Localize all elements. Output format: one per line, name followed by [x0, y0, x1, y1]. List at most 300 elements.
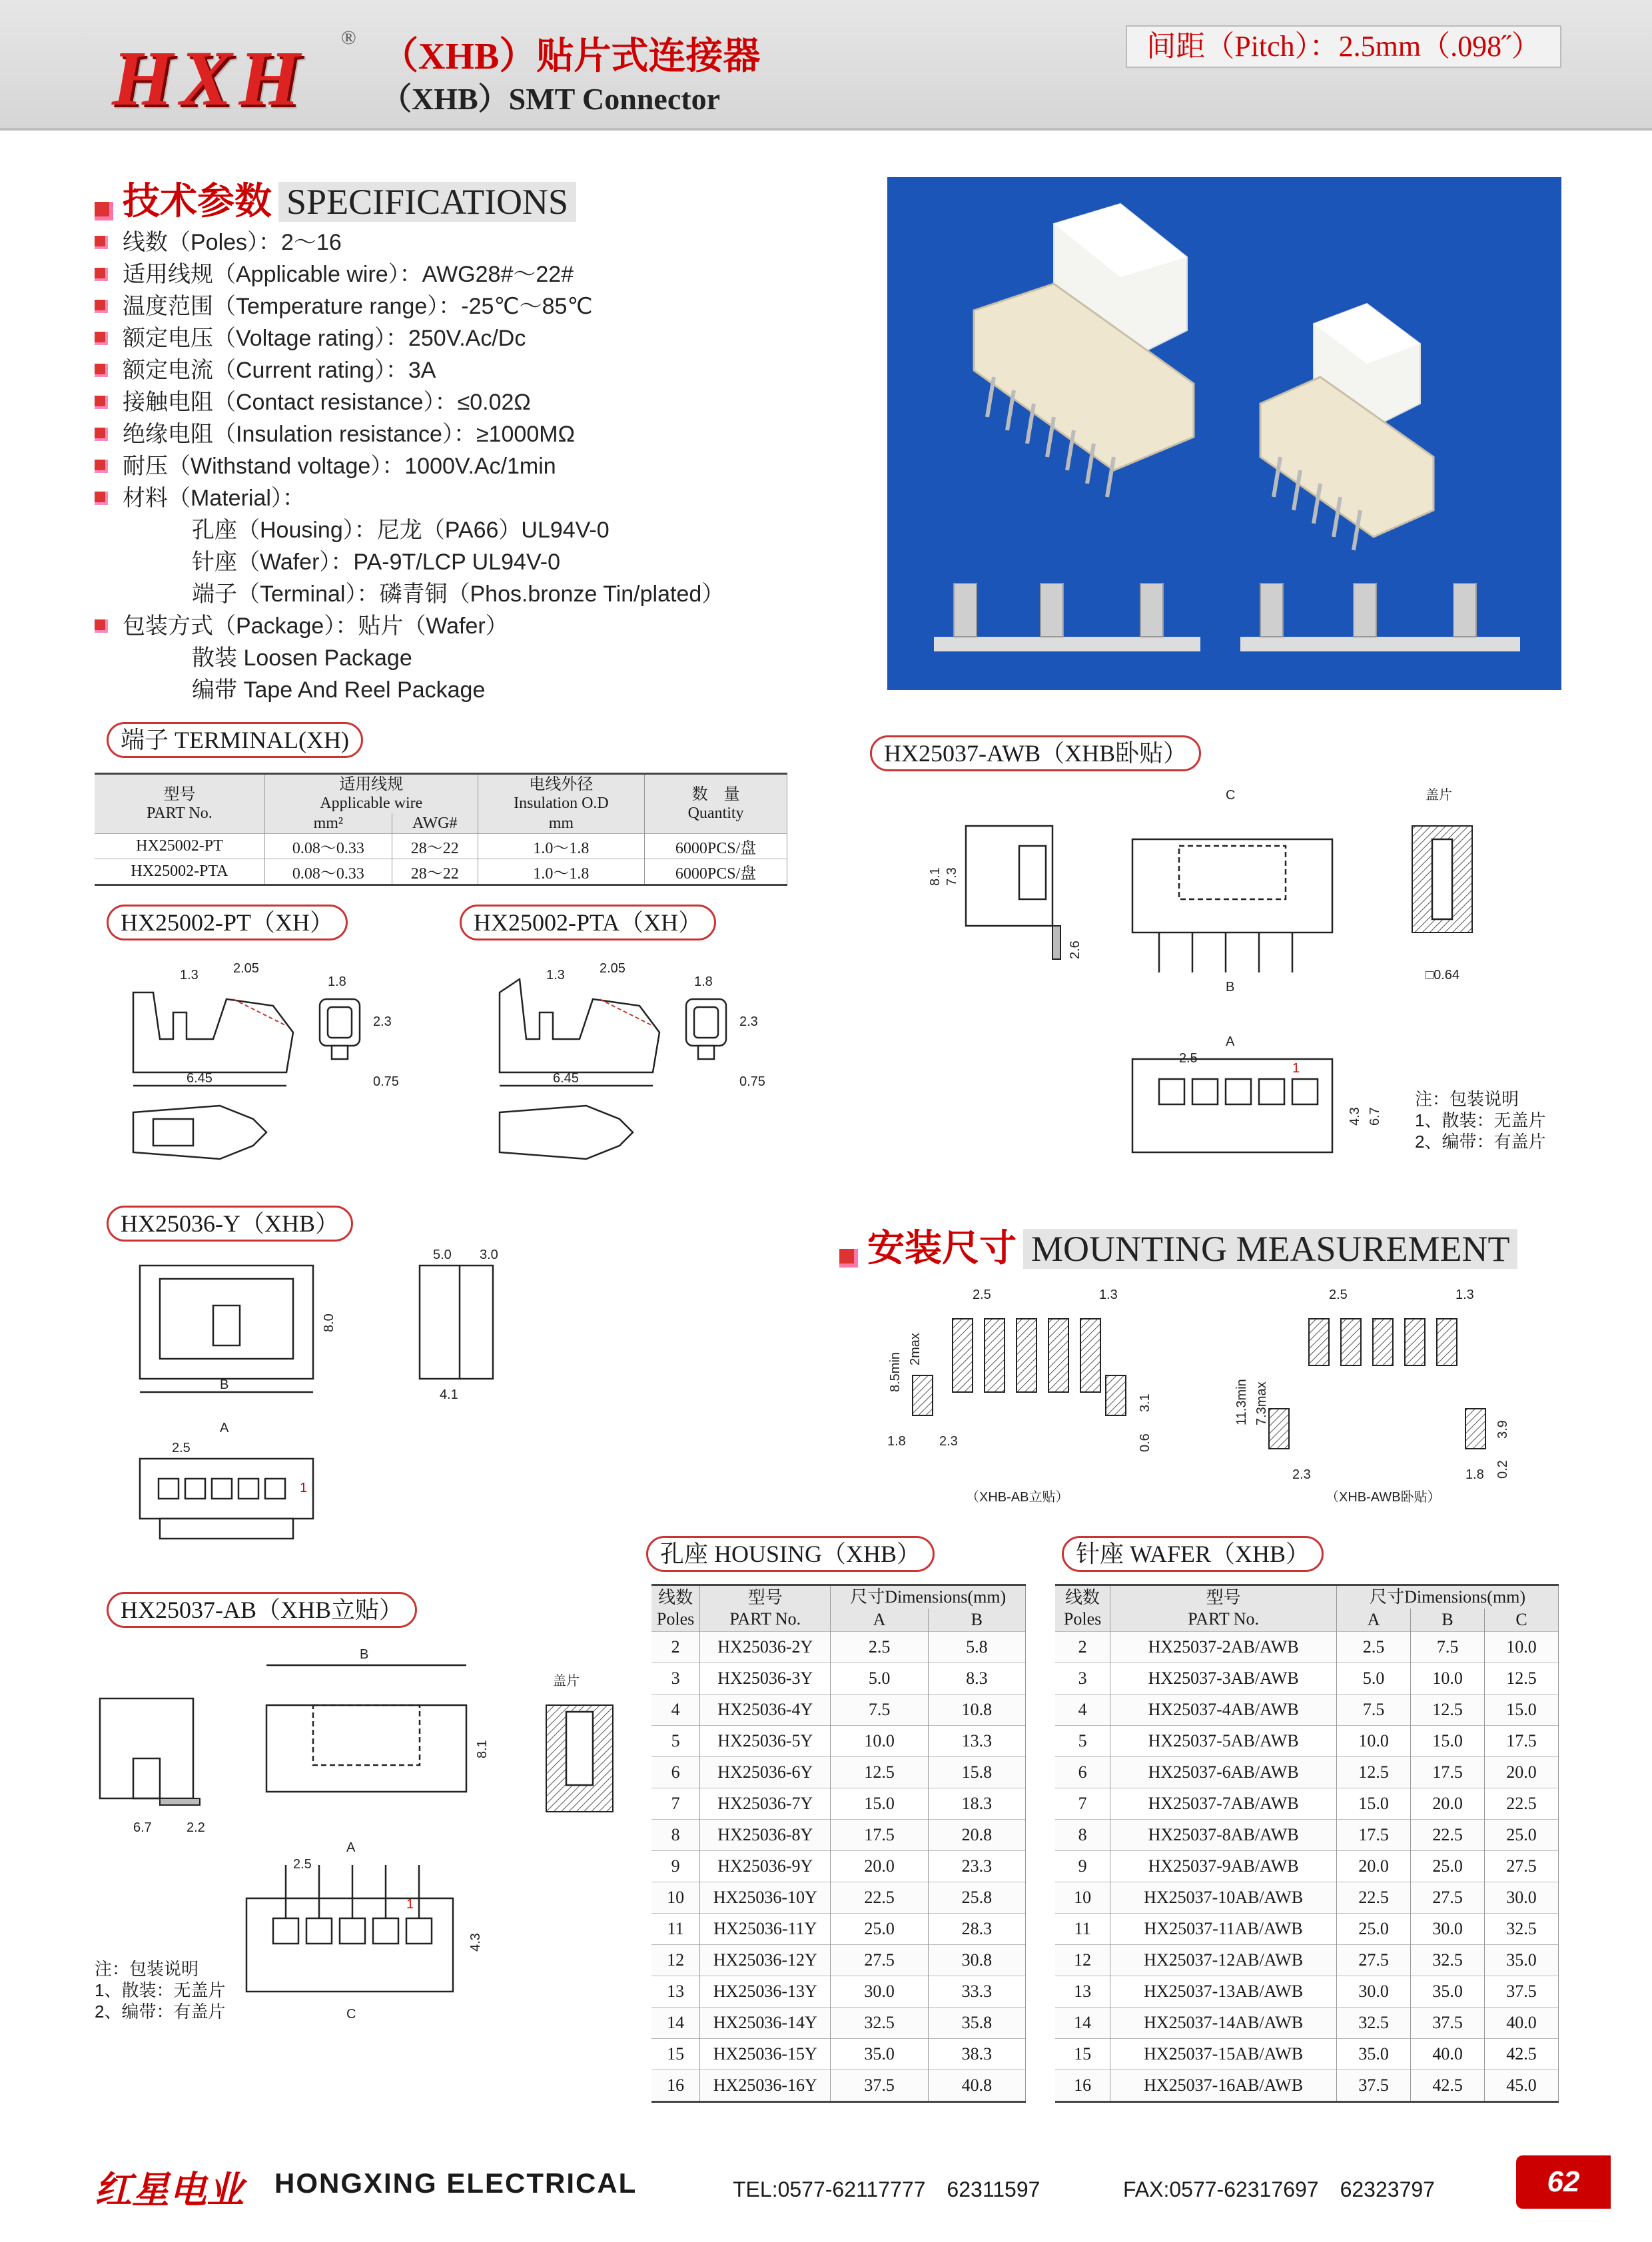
header-cell: 型号 [163, 786, 196, 803]
header-cell: Quantity [687, 805, 744, 822]
package-tape: 编带 Tape And Reel Package [192, 677, 486, 703]
table-row [651, 1914, 1026, 1945]
table-cell: 16 [1055, 2070, 1110, 2102]
dim-text: 2.3 [373, 1014, 392, 1029]
table-cell: 11 [651, 1914, 700, 1945]
page-number: 62 [1516, 2155, 1611, 2209]
dim-text: 1.8 [328, 974, 346, 989]
dim-text: 8.0 [322, 1313, 336, 1332]
table-cell: 28～22 [392, 859, 478, 885]
spec-heading-cn: 技术参数 [123, 181, 272, 222]
dim-text: 0.75 [373, 1074, 399, 1089]
table-cell: HX25037-2AB/AWB [1110, 1632, 1337, 1663]
table-cell: 12.5 [1411, 1694, 1485, 1726]
spec-text: 包装方式（Package）：贴片（Wafer） [123, 613, 508, 639]
bullet-icon [95, 460, 108, 473]
dim-text: 3.1 [1138, 1393, 1152, 1412]
dim-text: 2.5 [1329, 1288, 1348, 1302]
table-cell: HX25037-16AB/AWB [1110, 2070, 1337, 2102]
table-cell: 7 [651, 1788, 700, 1820]
table-cell: HX25037-6AB/AWB [1110, 1757, 1337, 1788]
material-wafer: 针座（Wafer）：PA-9T/LCP UL94V-0 [192, 550, 560, 575]
registered-mark: ® [341, 27, 356, 49]
table-row [1055, 1694, 1559, 1726]
header-cell: 型号 [747, 1588, 783, 1607]
spec-item [95, 322, 724, 354]
table-cell: 12.5 [1485, 1663, 1559, 1694]
table-cell: 9 [651, 1851, 700, 1882]
col-part [700, 1585, 831, 1632]
table-cell: 7 [1055, 1788, 1110, 1820]
pta-label: HX25002-PTA（XH） [460, 905, 716, 940]
table-cell: 17.5 [1485, 1726, 1559, 1757]
dim-text: C [1226, 788, 1236, 803]
spec-item [95, 482, 724, 514]
table-cell: 15 [651, 2039, 700, 2070]
table-row [651, 1820, 1026, 1851]
col-part [1110, 1585, 1337, 1632]
dim-text: 8.1 [475, 1740, 490, 1758]
header-cell: 型号 [1206, 1588, 1241, 1607]
note-line: 注：包装说明 [1415, 1089, 1519, 1109]
table-cell: 5.0 [1337, 1663, 1411, 1694]
dim-text: A [346, 1840, 356, 1855]
wafer-table [1055, 1584, 1559, 2103]
table-cell: 0.08～0.33 [264, 859, 392, 885]
table-cell: HX25037-4AB/AWB [1110, 1694, 1337, 1726]
table-cell: 35.0 [831, 2039, 928, 2070]
table-cell: 10.0 [1337, 1726, 1411, 1757]
dim-text: 2.5 [973, 1288, 991, 1302]
bullet-icon [95, 300, 108, 313]
table-cell: 15.8 [928, 1757, 1025, 1788]
bullet-icon [95, 396, 108, 409]
mounting-heading-cn: 安装尺寸 [867, 1228, 1017, 1270]
table-cell: 42.5 [1485, 2039, 1559, 2070]
dim-text: 0.6 [1138, 1433, 1152, 1452]
table-row [1055, 1820, 1559, 1851]
table-cell: 17.5 [1411, 1757, 1485, 1788]
header-cell: B [1411, 1609, 1485, 1632]
table-cell: 32.5 [1485, 1914, 1559, 1945]
table-cell: 3 [1055, 1663, 1110, 1694]
header-cell: Applicable wire [320, 795, 423, 812]
col-poles [651, 1585, 700, 1632]
table-cell: 38.3 [928, 2039, 1025, 2070]
bullet-icon [95, 268, 108, 281]
dim-text: 1.8 [1465, 1467, 1484, 1482]
table-row [651, 1632, 1026, 1663]
spec-list [95, 226, 724, 706]
dim-text: 0.75 [739, 1074, 765, 1089]
table-row [1055, 1882, 1559, 1914]
table-cell: 25.0 [831, 1914, 928, 1945]
wafer-ab-label: HX25037-AB（XHB立贴） [107, 1592, 417, 1628]
table-cell: 28.3 [928, 1914, 1025, 1945]
col-poles [1055, 1585, 1110, 1632]
table-row [651, 1757, 1026, 1788]
table-row [651, 1945, 1026, 1976]
spec-text: 材料（Material）： [123, 486, 305, 511]
table-cell: 25.0 [1411, 1851, 1485, 1882]
table-cell: 20.0 [831, 1851, 928, 1882]
housing-y-drawing [120, 1239, 573, 1559]
dim-text: 6.45 [187, 1071, 212, 1086]
caption-ab: （XHB-AB立贴） [966, 1490, 1069, 1505]
table-cell: 35.0 [1337, 2039, 1411, 2070]
table-cell: HX25036-5Y [700, 1726, 831, 1757]
table-cell: HX25037-13AB/AWB [1110, 1976, 1337, 2008]
table-cell: 22.5 [831, 1882, 928, 1914]
table-cell: 30.0 [1411, 1914, 1485, 1945]
dim-text: 2.5 [293, 1857, 312, 1872]
bullet-icon [95, 364, 108, 377]
table-cell: 9 [1055, 1851, 1110, 1882]
table-cell: 7.5 [1411, 1632, 1485, 1663]
dim-text: A [1226, 1034, 1235, 1049]
mounting-drawing [866, 1279, 1559, 1519]
wafer-table-label: 针座 WAFER（XHB） [1062, 1536, 1324, 1572]
table-cell: 37.5 [1411, 2008, 1485, 2039]
pitch-label: 间距（Pitch）：2.5mm（.098˝） [1126, 25, 1561, 68]
table-cell: 22.5 [1337, 1882, 1411, 1914]
table-row [1055, 1976, 1559, 2008]
table-cell: 8 [1055, 1820, 1110, 1851]
pin1-mark: 1 [300, 1481, 308, 1495]
dim-text: 7.3max [1254, 1381, 1269, 1425]
header-cell: 适用线规 [339, 776, 404, 793]
spec-text: 额定电流（Current rating）：3A [123, 358, 436, 383]
table-cell: HX25037-12AB/AWB [1110, 1945, 1337, 1976]
table-cell: 32.5 [1337, 2008, 1411, 2039]
spec-text: 绝缘电阻（Insulation resistance）：≥1000MΩ [123, 422, 575, 447]
table-cell: 5 [1055, 1726, 1110, 1757]
header-cell: A [831, 1609, 928, 1632]
table-cell: 16 [651, 2070, 700, 2102]
material-terminal: 端子（Terminal）：磷青铜（Phos.bronze Tin/plated） [192, 581, 725, 607]
table-cell: HX25037-14AB/AWB [1110, 2008, 1337, 2039]
header-cell: mm [478, 813, 644, 834]
dim-text: 3.0 [480, 1248, 498, 1262]
table-cell: 32.5 [1411, 1945, 1485, 1976]
bullet-icon [95, 428, 108, 441]
table-row [1055, 1757, 1559, 1788]
note-line: 2、编带：有盖片 [1415, 1132, 1546, 1152]
header-cell: PART No. [147, 805, 212, 822]
table-row [651, 1663, 1026, 1694]
header-cell: Insulation O.D [514, 795, 609, 812]
note-line: 2、编带：有盖片 [95, 2002, 226, 2022]
pin1-mark: 1 [1292, 1061, 1300, 1076]
table-cell: HX25036-6Y [700, 1757, 831, 1788]
table-cell: 27.5 [1411, 1882, 1485, 1914]
terminal-label: 端子 TERMINAL(XH) [107, 722, 363, 758]
table-cell: 30.0 [1485, 1882, 1559, 1914]
dim-text: 2.2 [187, 1820, 205, 1835]
table-cell: 30.0 [831, 1976, 928, 2008]
spec-heading-en: SPECIFICATIONS [278, 182, 576, 222]
dim-text: B [1226, 980, 1235, 994]
footer-fax: FAX:0577-62317697 62323797 [1123, 2177, 1435, 2201]
dim-text: 4.3 [1348, 1107, 1362, 1126]
dim-text: 4.3 [468, 1933, 483, 1952]
dim-text: 2max [908, 1333, 923, 1365]
bullet-icon [95, 332, 108, 345]
table-cell: HX25036-8Y [700, 1820, 831, 1851]
dim-text: B [360, 1647, 369, 1662]
dim-text: 1.8 [694, 974, 713, 989]
dim-text: 6.45 [553, 1071, 579, 1086]
product-photo [887, 177, 1561, 690]
ab-note [95, 1958, 225, 2022]
spec-item [95, 226, 724, 258]
table-cell: 1.0～1.8 [478, 859, 644, 885]
table-cell: 17.5 [1337, 1820, 1411, 1851]
table-cell: 15.0 [1411, 1726, 1485, 1757]
table-cell: 27.5 [1485, 1851, 1559, 1882]
footer-brand-cn: 红星电业 [95, 2170, 244, 2211]
table-cell: 10.0 [831, 1726, 928, 1757]
table-cell: 32.5 [831, 2008, 928, 2039]
table-cell: 6 [651, 1757, 700, 1788]
table-cell: HX25036-7Y [700, 1788, 831, 1820]
dim-text: 8.1 [928, 867, 943, 886]
table-cell: 10 [651, 1882, 700, 1914]
table-cell: HX25036-9Y [700, 1851, 831, 1882]
bullet-icon [95, 492, 108, 505]
table-row [1055, 2039, 1559, 2070]
table-cell: 45.0 [1485, 2070, 1559, 2102]
table-cell: 2 [651, 1632, 700, 1663]
table-cell: 2.5 [831, 1632, 928, 1663]
header-cell: C [1485, 1609, 1559, 1632]
table-cell: HX25037-11AB/AWB [1110, 1914, 1337, 1945]
pta-drawing [486, 952, 779, 1192]
table-cell: HX25036-3Y [700, 1663, 831, 1694]
table-cell: HX25036-13Y [700, 1976, 831, 2008]
table-cell: HX25036-12Y [700, 1945, 831, 1976]
table-cell: 37.5 [1337, 2070, 1411, 2102]
header-cell: PART No. [729, 1609, 801, 1629]
bullet-square-icon [839, 1249, 858, 1268]
table-row [95, 859, 787, 885]
table-row [651, 1976, 1026, 2008]
table-cell: 7.5 [1337, 1694, 1411, 1726]
page-title-cn: （XHB）贴片式连接器 [381, 36, 761, 77]
dim-text: 6.7 [1368, 1107, 1382, 1126]
bullet-icon [95, 619, 108, 633]
dim-text: 2.05 [233, 961, 259, 976]
table-cell: 23.3 [928, 1851, 1025, 1882]
table-cell: HX25002-PT [95, 834, 264, 859]
table-row [651, 1882, 1026, 1914]
table-cell: 18.3 [928, 1788, 1025, 1820]
table-row [1055, 1945, 1559, 1976]
table-cell: 2 [1055, 1632, 1110, 1663]
table-cell: 20.0 [1411, 1788, 1485, 1820]
spec-text: 温度范围（Temperature range）：-25℃～85℃ [123, 294, 593, 319]
table-header-row [95, 774, 787, 814]
spec-text: 耐压（Withstand voltage）：1000V.Ac/1min [123, 454, 556, 479]
dim-text: 2.6 [1068, 940, 1082, 959]
dim-text: 11.3min [1234, 1379, 1249, 1425]
table-row [95, 834, 787, 859]
terminal-table [95, 773, 787, 886]
table-cell: 25.0 [1485, 1820, 1559, 1851]
table-cell: 15 [1055, 2039, 1110, 2070]
dim-text: 2.3 [739, 1014, 758, 1029]
spec-text: 适用线规（Applicable wire）：AWG28#～22# [123, 262, 574, 287]
table-row [1055, 1663, 1559, 1694]
bullet-square-icon [95, 202, 113, 220]
col-dim: 尺寸Dimensions(mm) [831, 1585, 1026, 1609]
table-cell: 12.5 [1337, 1757, 1411, 1788]
spec-item [95, 290, 724, 322]
table-cell: 10.0 [1485, 1632, 1559, 1663]
table-cell: 30.0 [1337, 1976, 1411, 2008]
header-cell: Poles [1063, 1609, 1102, 1629]
table-row [651, 1694, 1026, 1726]
dim-text: 0.2 [1495, 1460, 1510, 1479]
table-row [1055, 1788, 1559, 1820]
dim-text: 盖片 [553, 1674, 580, 1688]
table-row [651, 2039, 1026, 2070]
table-cell: 5.0 [831, 1663, 928, 1694]
col-part [95, 774, 264, 834]
table-cell: HX25037-3AB/AWB [1110, 1663, 1337, 1694]
dim-text: C [346, 2007, 356, 2022]
dim-text: 3.9 [1495, 1420, 1510, 1439]
spec-text: 额定电压（Voltage rating）：250V.Ac/Dc [123, 326, 526, 351]
dim-text: 2.05 [600, 961, 625, 976]
bullet-icon [95, 236, 108, 249]
spec-item [95, 258, 724, 290]
table-row [651, 2008, 1026, 2039]
table-row [1055, 1914, 1559, 1945]
dim-text: 2.5 [1179, 1051, 1198, 1066]
col-qty [645, 774, 787, 834]
spec-text: 线数（Poles）：2～16 [123, 230, 342, 255]
spec-item [95, 386, 724, 418]
table-row [1055, 2008, 1559, 2039]
table-cell: 10.0 [1411, 1663, 1485, 1694]
table-cell: 22.5 [1485, 1788, 1559, 1820]
spec-item [95, 418, 724, 450]
dim-text: 6.7 [133, 1820, 152, 1835]
header-cell: 电线外径 [529, 776, 594, 793]
table-cell: 28～22 [392, 834, 478, 859]
table-cell: 37.5 [1485, 1976, 1559, 2008]
table-row [1055, 1632, 1559, 1663]
table-cell: HX25037-7AB/AWB [1110, 1788, 1337, 1820]
col-wire [264, 774, 478, 814]
table-cell: 40.8 [928, 2070, 1025, 2102]
table-cell: HX25037-8AB/AWB [1110, 1820, 1337, 1851]
table-cell: 33.3 [928, 1976, 1025, 2008]
table-cell: HX25037-15AB/AWB [1110, 2039, 1337, 2070]
dim-text: 1.3 [546, 968, 565, 982]
table-row [1055, 1726, 1559, 1757]
table-cell: 10.8 [928, 1694, 1025, 1726]
header-cell: Poles [656, 1609, 695, 1629]
note-line: 注：包装说明 [95, 1959, 199, 1979]
header-cell: 数 量 [691, 786, 740, 803]
table-cell: 13 [651, 1976, 700, 2008]
table-cell: 6000PCS/盘 [645, 834, 787, 859]
note-line: 1、散装：无盖片 [1415, 1110, 1546, 1130]
table-cell: 1.0～1.8 [478, 834, 644, 859]
housing-table [651, 1584, 1026, 2103]
table-cell: 40.0 [1485, 2008, 1559, 2039]
dim-text: 8.5min [888, 1351, 903, 1392]
table-cell: HX25036-10Y [700, 1882, 831, 1914]
table-cell: 27.5 [831, 1945, 928, 1976]
table-cell: 40.0 [1411, 2039, 1485, 2070]
table-cell: 6 [1055, 1757, 1110, 1788]
caption-awb: （XHB-AWB卧贴） [1326, 1490, 1441, 1505]
table-cell: 20.0 [1485, 1757, 1559, 1788]
brand-logo: HXH [112, 35, 307, 122]
table-cell: 14 [1055, 2008, 1110, 2039]
table-cell: HX25002-PTA [95, 859, 264, 885]
col-od [478, 774, 644, 814]
pin1-mark: 1 [406, 1897, 414, 1912]
table-cell: 5 [651, 1726, 700, 1757]
dim-text: 盖片 [1426, 788, 1452, 803]
table-cell: HX25037-10AB/AWB [1110, 1882, 1337, 1914]
table-cell: 25.0 [1337, 1914, 1411, 1945]
table-row [1055, 1851, 1559, 1882]
pt-drawing [120, 952, 413, 1192]
dim-text: □0.64 [1426, 968, 1460, 982]
table-cell: 12.5 [831, 1757, 928, 1788]
table-cell: HX25036-11Y [700, 1914, 831, 1945]
housing-table-label: 孔座 HOUSING（XHB） [646, 1536, 935, 1572]
table-cell: 5.8 [928, 1632, 1025, 1663]
table-cell: HX25036-16Y [700, 2070, 831, 2102]
table-header-row [1055, 1585, 1559, 1609]
table-row [651, 1788, 1026, 1820]
table-row [651, 2070, 1026, 2102]
table-row [651, 1851, 1026, 1882]
table-header-row [651, 1585, 1026, 1609]
dim-text: B [220, 1377, 229, 1392]
table-cell: 35.0 [1411, 1976, 1485, 2008]
table-cell: 0.08～0.33 [264, 834, 392, 859]
table-cell: 17.5 [831, 1820, 928, 1851]
table-cell: HX25036-14Y [700, 2008, 831, 2039]
material-housing: 孔座（Housing）：尼龙（PA66）UL94V-0 [192, 518, 610, 543]
terminal-strip-image [934, 583, 1520, 651]
dim-text: 4.1 [440, 1387, 458, 1402]
table-cell: HX25036-4Y [700, 1694, 831, 1726]
table-cell: 22.5 [1411, 1820, 1485, 1851]
table-cell: 42.5 [1411, 2070, 1485, 2102]
footer-tel: TEL:0577-62117777 62311597 [733, 2177, 1040, 2201]
spec-item [95, 354, 724, 386]
table-cell: 7.5 [831, 1694, 928, 1726]
header-cell: A [1337, 1609, 1411, 1632]
table-cell: 12 [651, 1945, 700, 1976]
dim-text: 1.3 [1455, 1288, 1474, 1302]
dim-text: 1.3 [1099, 1288, 1118, 1302]
mounting-heading-en: MOUNTING MEASUREMENT [1023, 1229, 1517, 1269]
header-cell: B [928, 1609, 1025, 1632]
table-cell: 4 [1055, 1694, 1110, 1726]
table-cell: 12 [1055, 1945, 1110, 1976]
header-cell: PART No. [1188, 1609, 1260, 1629]
table-cell: 11 [1055, 1914, 1110, 1945]
